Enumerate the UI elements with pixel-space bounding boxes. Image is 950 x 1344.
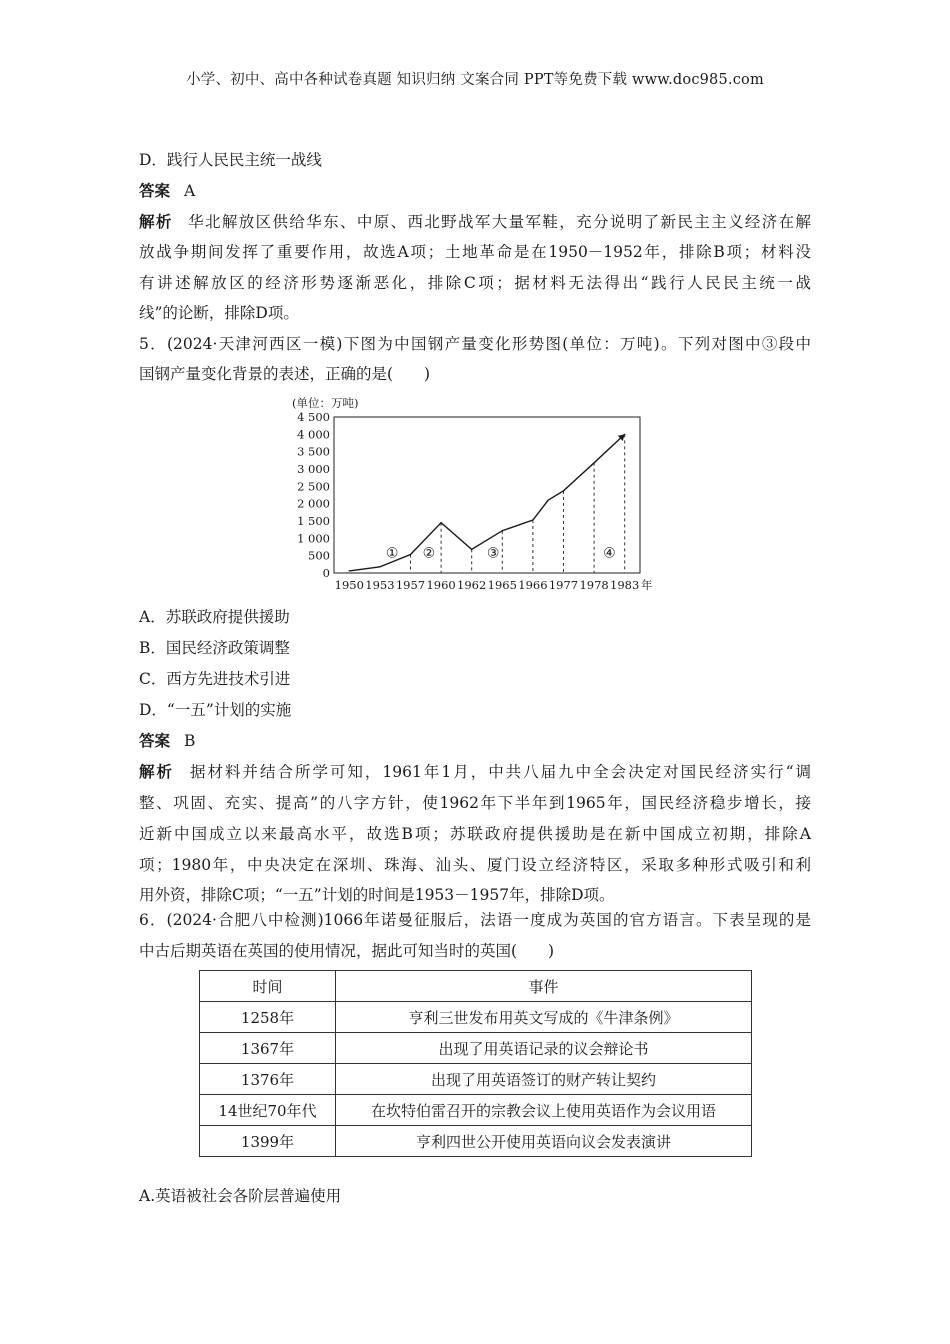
q5-analysis-line-2: 整、巩固、充实、提高”的八字方针，使1962年下半年到1965年，国民经济稳步增长，接: [139, 794, 811, 812]
q4-option-d: D．践行人民民主统一战线: [139, 151, 322, 169]
y-tick-label: 1 500: [297, 514, 330, 528]
data-point: [548, 500, 549, 501]
q6-stem-line-1: 6．(2024·合肥八中检测)1066年诺曼征服后，法语一度成为英国的官方语言。下表呈现的是: [139, 911, 811, 929]
col-header-time: 时间: [200, 971, 336, 1002]
q5-analysis-line-4: 项；1980年，中央决定在深圳、珠海、汕头、厦门设立经济特区，采取多种形式吸引和利: [139, 856, 811, 874]
answer-label: 答案: [139, 181, 171, 200]
q4-analysis-line-4: 线”的论断，排除D项。: [139, 304, 299, 322]
q5-option-d: D．“一五”计划的实施: [139, 701, 292, 719]
data-point: [471, 549, 472, 550]
page-header: 小学、初中、高中各种试卷真题 知识归纳 文案合同 PPT等免费下载 www.doc985.com: [186, 72, 764, 88]
q5-stem-line-1: 5．(2024·天津河西区一模)下图为中国钢产量变化形势图(单位：万吨)。下列对图中③段中: [139, 335, 811, 353]
q4-analysis-line-2: 放战争期间发挥了重要作用，故选A项；土地革命是在1950－1952年，排除B项；材料没: [139, 243, 811, 261]
y-tick-label: 0: [322, 566, 330, 580]
x-tick-label: 1983: [610, 578, 640, 592]
q6-option-a: A.英语被社会各阶层普遍使用: [139, 1187, 342, 1205]
data-point: [410, 554, 411, 555]
answer-value: A: [184, 182, 196, 200]
x-unit-label: 年: [640, 578, 653, 592]
table-row: 1376年 出现了用英语签订的财产转让契约: [200, 1064, 752, 1095]
data-point: [502, 530, 503, 531]
x-tick-label: 1977: [548, 578, 579, 592]
col-header-event: 事件: [336, 971, 752, 1002]
y-tick-label: 3 000: [297, 462, 330, 476]
table-row: 1258年 亨利三世发布用英文写成的《牛津条例》: [200, 1002, 752, 1033]
y-tick-label: 3 500: [297, 444, 330, 459]
segment-marker: ④: [603, 545, 616, 562]
y-tick-label: 1 000: [297, 531, 330, 546]
x-tick-label: 1960: [426, 578, 456, 592]
segment-marker: ②: [422, 545, 436, 562]
q4-analysis-line-3: 有讲述解放区的经济形势逐渐恶化，排除C项；据材料无法得出“践行人民民主统一战: [139, 274, 811, 292]
x-tick-label: 1950: [334, 578, 364, 592]
table-row: 14世纪70年代 在坎特伯雷召开的宗教会议上使用英语作为会议用语: [200, 1095, 752, 1126]
y-tick-label: 500: [308, 548, 330, 563]
english-usage-table: [199, 970, 752, 1157]
x-tick-label: 1966: [518, 578, 548, 592]
y-tick-label: 4 500: [297, 410, 330, 424]
data-point: [349, 570, 350, 571]
q5-analysis-line-3: 近新中国成立以来最高水平，故选B项；苏联政府提供援助是在新中国成立初期，排除A: [139, 825, 811, 843]
q4-answer: [139, 181, 811, 201]
segment-marker: ③: [486, 545, 500, 562]
table-row: 1367年 出现了用英语记录的议会辩论书: [200, 1033, 752, 1064]
data-point: [379, 566, 380, 567]
y-tick-label: 2 000: [297, 496, 330, 511]
q5-option-c: C．西方先进技术引进: [139, 670, 291, 688]
data-point: [563, 490, 564, 491]
answer-value: B: [184, 732, 196, 750]
x-tick-label: 1965: [487, 578, 517, 592]
q5-stem-line-2: 国钢产量变化背景的表述，正确的是( ): [139, 365, 431, 383]
q6-stem-line-2: 中古后期英语在英国的使用情况，据此可知当时的英国( ): [139, 942, 555, 960]
analysis-label: 解析: [139, 762, 174, 781]
y-tick-label: 2 500: [297, 479, 330, 494]
x-tick-label: 1957: [395, 578, 426, 592]
table-row: 1399年 亨利四世公开使用英语向议会发表演讲: [200, 1126, 752, 1157]
answer-label: 答案: [139, 731, 171, 750]
steel-output-chart: [278, 388, 660, 598]
x-tick-label: 1962: [457, 578, 487, 592]
q5-analysis-line-5: 用外资，排除C项；“一五”计划的时间是1953－1957年，排除D项。: [139, 886, 615, 904]
q5-option-b: B．国民经济政策调整: [139, 639, 290, 657]
data-point: [532, 519, 533, 520]
table-header-row: [200, 971, 752, 1002]
x-tick-label: 1978: [579, 578, 609, 592]
q4-analysis-line-1: 解析 华北解放区供给华东、中原、西北野战军大量军鞋，充分说明了新民主主义经济在解: [139, 212, 811, 231]
q5-answer: [139, 731, 811, 751]
segment-marker: ①: [385, 545, 399, 562]
data-point: [594, 462, 595, 463]
q5-analysis-line-1: 解析 据材料并结合所学可知，1961年1月，中共八届九中全会决定对国民经济实行“调: [139, 762, 811, 781]
y-tick-label: 4 000: [297, 427, 330, 442]
analysis-label: 解析: [139, 212, 173, 231]
data-point: [441, 522, 442, 523]
q5-option-a: A．苏联政府提供援助: [139, 608, 290, 626]
unit-label: (单位：万吨): [292, 396, 359, 410]
x-tick-label: 1953: [365, 578, 395, 592]
